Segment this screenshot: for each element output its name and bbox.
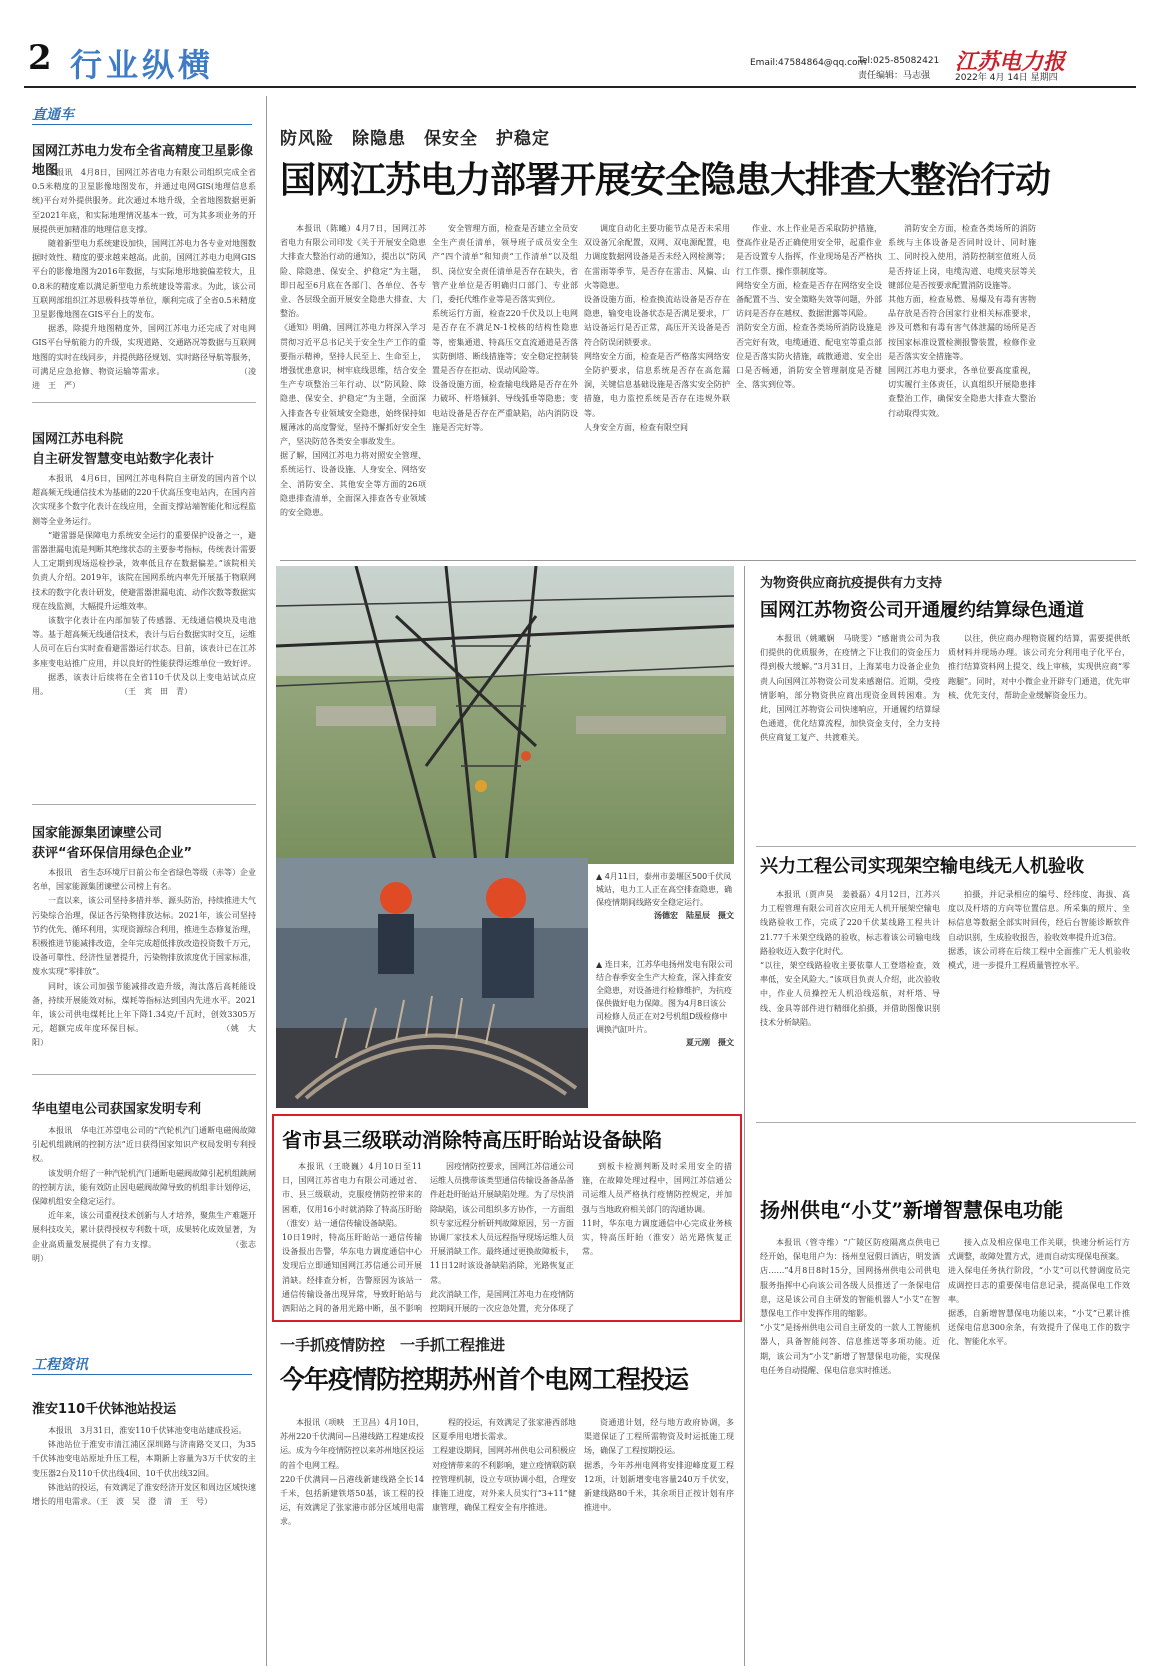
photo-tower-workers (276, 566, 734, 864)
story-satellite-map-body: 本报讯 4月8日，国网江苏省电力有限公司组织完成全省0.5米精度的卫星影像地图发布，并通过电网GIS(地理信息系统)平台对外提供服务。此次通过本地升级，全省地图数据更新至2021年底，和实际地理情况基本一致，可为其多项业务的开展提供更加精准的地理信息支撑。 随着新型电力系统建设加快，国网江苏电力各专业对地图数据时效性、精度的要求越来越高。此前，国网江苏电力电网GIS平台的影像地图为2016年数据，与实际地形地貌偏差较大，且0.8米的精度难以满足新型电力系统建设等需求。为此，该公司互联网部组织江苏思极科技等单位，顺利完成了全省0.5米精度卫星影像地图在GIS平台上的发布。 据悉，除提升地图精度外，国网江苏电力还完成了对电网GIS平台导航能力的升级，实现道路、交通路况等数据与互联网地图的实时在线同步，并提供路径规划、实时路径导航等服务，可满足应急抢修、物资运输等需求。 （凌 进 王 严） (32, 168, 256, 391)
story-meter-title-1: 国网江苏电科院 (32, 432, 124, 447)
suzhou-col-3: 资通道计划，经与地方政府协调，多渠道保证了工程所需物资及时运抵施工现场，确保了工程按期投运。 据悉，今年苏州电网将安排迎峰度夏工程12项，计划新增变电容量240万千伏安，新建线路80千米，其余项目正按计划有序推进中。 (584, 1418, 734, 1513)
tel-line: Tel:025-85082421 (858, 56, 940, 66)
boxed-col-1: 本报讯（王晓巍）4月10日至11日，国网江苏省电力有限公司通过省、市、县三级联动，克服疫情防控带来的困难，仅用16小时就消除了特高压盱眙（淮安）站一通信传输设备缺陷。 10日19时，特高压盱眙站一通信传输设备报出告警，华东电力调度通信中心发现后立即通知国网江苏信通公司开展消缺。经排查分析，告警原因为该站一通信传输设备出现异常，导致盱眙站与泗阳站之间的备用光路中断，虽不影响 (282, 1162, 422, 1314)
section-title: 行业纵横 (70, 46, 215, 84)
lead-headline: 国网江苏电力部署开展安全隐患大排查大整治行动 (280, 159, 1051, 201)
xiaoai-col-2: 接入点及相应保电工作关联，快速分析运行方式调整，故障处置方式，进而自动实现保电预案。 进入保电任务执行阶段，“小艾”可以代替调度员完成调控日志的重要保电信息记录，提高保电工作效率。 据悉，自新增智慧保电功能以来，“小艾”已累计推送保电信息300余条，有效提升了保电工作的数字化、智能化水平。 (948, 1238, 1130, 1347)
drone-col-1: 本报讯（贾声昊 姜毅磊）4月12日，江苏兴力工程管理有限公司首次应用无人机开展架空输电线路验收工作，完成了220千伏某线路工程共计21.77千米架空线路的验收，标志着该公司输电线路验收迈入数字化时代。 “以往，架空线路验收主要依靠人工登塔检查，效率低，安全风险大。”该项目负责人介绍，此次验收中，作业人员操控无人机沿线巡航，对杆塔、导线、金具等部件进行精细化拍摄，并借助图像识别技术分析缺陷。 (760, 890, 940, 1027)
tag-direct: 直通车 (32, 107, 74, 123)
boxed-headline: 省市县三级联动消除特高压盱眙站设备缺陷 (282, 1128, 662, 1152)
caption-turbine-credit: 夏元刚 摄文 (686, 1038, 734, 1047)
left-column-divider (266, 96, 267, 1666)
suzhou-col-1: 本报讯（项映 王卫昌）4月10日，苏州220千伏满同—吕港线路工程建成投运。成为今年疫情防控以来苏州地区投运的首个电网工程。 220千伏满同—吕港线新建线路全长14千米，包括新建铁塔50基，该工程的投运，有效满足了张家港市部分区域用电需求。 (280, 1418, 424, 1527)
suzhou-col-2: 程的投运，有效满足了张家港西部地区夏季用电增长需求。 工程建设期间，国网苏州供电公司积极应对疫情带来的不利影响，建立疫情联防联控管理机制，设立专项协调小组，合理安排施工进度，对外来人员实行“3+11”健康管理，确保工程安全有序推进。 (432, 1418, 576, 1513)
email-line: Email:47584864@qq.com (750, 58, 867, 68)
page-number: 2 (28, 38, 52, 78)
xiaoai-headline: 扬州供电“小艾”新增智慧保电功能 (760, 1198, 1064, 1222)
divider (756, 846, 1136, 847)
divider (32, 402, 256, 403)
suzhou-headline: 今年疫情防控期苏州首个电网工程投运 (280, 1365, 689, 1394)
editor-line: 责任编辑：马志强 (858, 71, 931, 81)
caption-tower-credit: 汤德宏 陆星辰 摄文 (654, 911, 734, 920)
issue-date: 2022年 4月 14日 星期四 (955, 73, 1058, 83)
story-jianbi-title-2: 获评“省环保信用绿色企业” (32, 846, 193, 861)
suzhou-kicker: 一手抓疫情防控 一手抓工程推进 (280, 1336, 506, 1354)
story-jianbi-title-1: 国家能源集团谏壁公司 (32, 826, 163, 841)
story-patent-body: 本报讯 华电江苏望电公司的“汽轮机汽门通断电磁阀故障引起机组跳闸的控制方法”近日获得国家知识产权局发明专利授权。 该发明介绍了一种汽轮机汽门通断电磁阀故障引起机组跳闸的控制方法，能有效防止因电磁阀故障导致的机组非计划停运，保障机组安全稳定运行。 近年来，该公司重视技术创新与人才培养，聚焦生产难题开展科技攻关，累计获得授权专利数十项，成果转化成效显著，为企业高质量发展提供了有力支撑。 （张志明） (32, 1126, 256, 1263)
masthead-rule (24, 86, 1136, 88)
xiaoai-col-1: 本报讯（管寺维）“广陵区防疫隔离点供电已经开始，保电用户为：扬州皇冠假日酒店，明发酒店……”4月8日8时15分，国网扬州供电公司供电服务指挥中心向该公司各级人员推送了一条保电信息，这是该公司自主研发的智能机器人“小艾”在智慧保电工作中发挥作用的缩影。 “小艾”是扬州供电公司自主研发的一款人工智能机器人，具备智能问答、信息推送等多项功能。近期，该公司为“小艾”新增了智慧保电功能，实现保电任务自动提醒、保电信息实时推送。 (760, 1238, 940, 1375)
story-meter-body: 本报讯 4月6日，国网江苏电科院自主研发的国内首个以超高频无线通信技术为基础的220千伏高压变电站内，在国内首次实现多个数字化表计在线应用，全面支撑站端智能化和远程监测等全业务运行。 “避雷器是保障电力系统安全运行的重要保护设备之一，避雷器泄漏电流是判断其绝缘状态的主要参考指标，传统表计需要人工定期到现场巡检抄录，效率低且存在数据偏差。”该院相关负责人介绍。2019年，该院在国网系统内率先开展基于物联网技术的数字化表计研发，使避雷器泄漏电流、动作次数等数据实现在线监测，大幅提升运维效率。 该数字化表计在内部加装了传感器、无线通信模块及电池等。基于超高频无线通信技术，表计与后台数据实时交互，运维人员可在后台实时查看避雷器运行状态。目前，该表计已在江苏多座变电站推广应用，并以良好的性能获得运维单位一致好评。 据悉，该表计后续将在全省110千伏及以上变电站试点应用。 （王 宾 田 青） (32, 474, 256, 697)
story-patent-title: 华电望电公司获国家发明专利 (32, 1102, 202, 1117)
caption-turbine: ▲ 连日来，江苏华电扬州发电有限公司结合春季安全生产大检查，深入排查安全隐患，对设备进行检修维护，为抗疫保供做好电力保障。图为4月8日该公司检修人员正在对2号机组D级检修中调换汽缸叶片。 夏元刚 摄文 (596, 960, 734, 1047)
drone-headline: 兴力工程公司实现架空输电线无人机验收 (760, 856, 1084, 877)
story-huaian-title: 淮安110千伏钵池站投运 (32, 1402, 177, 1417)
divider (32, 1074, 256, 1075)
lead-col-4: 作业、水上作业是否采取防护措施，登高作业是否正确使用安全带，起重作业是否设置专人指挥，作业现场是否严格执行工作票、操作票制度等。 网络安全方面，检查是否存在网络安全设备配置不当、安全策略失效等问题，外部访问是否存在越权、数据泄露等风险。 消防安全方面，检查各类场所消防设施是否完好有效，电缆通道、配电室等重点部位是否落实防火措施，疏散通道、安全出口是否畅通，消防安全管理制度是否健全、落实到位等。 (736, 224, 882, 390)
materials-col-2: 以往，供应商办理物资履约结算，需要提供纸质材料并现场办理。该公司充分利用电子化平台，推行结算资料网上提交、线上审核，实现供应商“零跑腿”。同时，对中小微企业开辟专门通道，优先审核、优先支付，帮助企业缓解资金压力。 (948, 634, 1130, 700)
divider (756, 1122, 1136, 1123)
tag-direct-rule (32, 124, 252, 125)
boxed-col-2: 因疫情防控要求，国网江苏信通公司运维人员携带该类型通信传输设备备品备件赶赴盱眙站开展缺陷处理。为了尽快消除缺陷，该公司组织多方协作，一方面组织专家远程分析研判故障原因，另一方面协调厂家技术人员远程指导现场运维人员开展消缺工作。最终通过更换故障板卡，11日12时该设备缺陷消除，光路恢复正常。 此次消缺工作，是国网江苏电力在疫情防控期间开展的一次应急处置，充分体现了 (430, 1162, 574, 1314)
lead-col-2: 安全管理方面，检查是否建立全员安全生产责任清单，领导班子成员安全生产“四个清单”和知责“工作清单”以及组织、岗位安全责任清单是否存在缺失，省管产业单位是否明确归口部门、专业部门，委托代维作业等是否落实到位。 系统运行方面，检查220千伏及以上电网是否存在不满足N-1校核的结构性隐患等，密集通道、特高压交直流通道是否落实防倒塔、断线措施等；安全稳定控制装置是否存在拒动、误动风险等。 设备设施方面，检查输电线路是否存在外力破坏、杆塔倾斜、导线弧垂等隐患；变电站设备是否存在严重缺陷，站内消防设施是否完好等。 (432, 224, 578, 432)
story-satellite-map-title: 国网江苏电力发布全省高精度卫星影像地图 (32, 144, 254, 178)
newspaper-logo: 江苏电力报 (955, 49, 1066, 75)
photo-turbine-repair (276, 858, 588, 1108)
lead-kicker: 防风险 除隐患 保安全 护稳定 (280, 129, 550, 149)
story-jianbi-body: 本报讯 省生态环境厅日前公布全省绿色等级（赤等）企业名单，国家能源集团谏壁公司榜上有名。 一直以来，该公司坚持多措并举、源头防治，持续推进大气污染综合治理，保证各污染物排放达标。2021年，该公司坚持节约优先、循环利用，实现资源综合利用，推进生态修复治理，积极推进节能减排改造，全年完成超低排放改造投资数千万元，设备可靠性、经济性显著提升，污染物排放浓度优于国家标准，废水实现“零排放”。 同时，该公司加强节能减排改造升级，淘汰落后高耗能设备，持续开展能效对标，煤耗等指标达到国内先进水平。2021年，该公司供电煤耗比上年下降1.34克/千瓦时，创效3305万元，超额完成年度环保目标。 （姚 大 阳） (32, 868, 256, 1048)
story-huaian-body: 本报讯 3月31日，淮安110千伏钵池变电站建成投运。 钵池站位于淮安市清江浦区深圳路与济南路交叉口，为35千伏钵池变电站原址升压工程，本期新上容量为3万千伏安的主变压器2台及110千伏出线4回、10千伏出线32回。 钵池站的投运，有效满足了淮安经济开发区和周边区域快速增长的用电需求。（王 波 吴 澄 清 王 号） (32, 1426, 256, 1507)
drone-col-2: 拍摄，并记录相应的编号、经纬度、海拔、高度以及杆塔的方向等位置信息。所采集的照片、坐标信息等数据全部实时回传，经后台智能诊断软件自动识别，生成验收报告，验收效率提升近3倍。 据悉，该公司将在后续工程中全面推广无人机验收模式，进一步提升工程质量管控水平。 (948, 890, 1130, 971)
story-meter-title-2: 自主研发智慧变电站数字化表计 (32, 452, 215, 467)
boxed-col-3: 到板卡检测判断及时采用安全的措施，在故障处理过程中，国网江苏信通公司运维人员严格执行疫情防控规定，并加强与当地政府相关部门的沟通协调。 11时，华东电力调度通信中心完成业务核实，特高压盱眙（淮安）站光路恢复正常。 (582, 1162, 732, 1257)
lead-col-1: 本报讯（陈曦）4月7日，国网江苏省电力有限公司印发《关于开展安全隐患大排查大整治行动的通知》，提出以“防风险、除隐患、保安全、护稳定”为主题，即日起至6月底在各部门、各单位、各专业、各层级全面开展安全隐患大排查、大整治。 《通知》明确，国网江苏电力将深入学习贯彻习近平总书记关于安全生产工作的重要指示精神，坚持人民至上、生命至上，增强忧患意识，树牢底线思维，结合安全生产专项整治三年行动、以“防风险、除隐患、保安全、护稳定”为主题，全面深入排查各专业领域安全隐患，始终保持如履薄冰的高度警觉，坚持不懈抓好安全生产，坚决防范各类安全事故发生。 据了解，国网江苏电力将对照安全管理、系统运行、设备设施、人身安全、网络安全、消防安全、其他安全等方面的26项隐患排查清单，全面深入排查各专业领域的安全隐患。 (280, 224, 426, 518)
lead-col-3: 调度自动化主要功能节点是否未采用双设备冗余配置，双网、双电源配置，电力调度数据网设备是否未经入网检测等；在雷雨等季节，是否存在雷击、风偏、山火等隐患。 设备设施方面，检查换流站设备是否存在隐患，输变电设备状态是否满足要求，厂站设备运行是否正常，高压开关设备是否符合防误闭锁要求。 网络安全方面，检查是否严格落实网络安全防护要求，信息系统是否存在高危漏洞，关键信息基础设施是否落实安全防护措施，电力监控系统是否存在违规外联等。 人身安全方面，检查有限空间 (584, 224, 730, 432)
lead-col-5: 消防安全方面，检查各类场所的消防系统与主体设备是否同时设计、同时施工、同时投入使用，消防控制室值班人员是否持证上岗，电缆沟道、电缆夹层等关键部位是否按要求配置消防设施等。 其他方面，检查易燃、易爆及有毒有害物品存放是否符合国家行业相关标准要求，涉及可燃和有毒有害气体泄漏的场所是否按国家标准设置检测报警装置，检修作业是否落实安全措施等。 国网江苏电力要求，各单位要高度重视，切实履行主体责任，认真组织开展隐患排查整治工作，确保安全隐患大排查大整治行动取得实效。 (888, 224, 1036, 418)
caption-tower: ▲ 4月11日，泰州市姜堰区500千伏凤城站，电力工人正在高空排查隐患，确保疫情期间线路安全稳定运行。 汤德宏 陆星辰 摄文 (596, 872, 734, 920)
materials-kicker: 为物资供应商抗疫提供有力支持 (760, 576, 943, 591)
right-column-divider (744, 566, 745, 1666)
lead-bottom-rule (280, 560, 1136, 561)
divider (32, 804, 256, 805)
materials-col-1: 本报讯（姚曦娴 马晓雯）“感谢贵公司为我们提供的优质服务，在疫情之下让我们的资金压力得到极大缓解。”3月31日，上海某电力设备企业负责人向国网江苏物资公司发来感谢信。近期，受疫情影响，部分物资供应商出现资金周转困难。为此，国网江苏物资公司快速响应，开通履约结算绿色通道，优化结算流程，加快资金支付，全力支持供应商复工复产、共渡难关。 (760, 634, 940, 743)
tag-engineering: 工程资讯 (32, 1357, 88, 1373)
tag-engineering-rule (32, 1374, 252, 1375)
materials-headline: 国网江苏物资公司开通履约结算绿色通道 (760, 600, 1084, 621)
